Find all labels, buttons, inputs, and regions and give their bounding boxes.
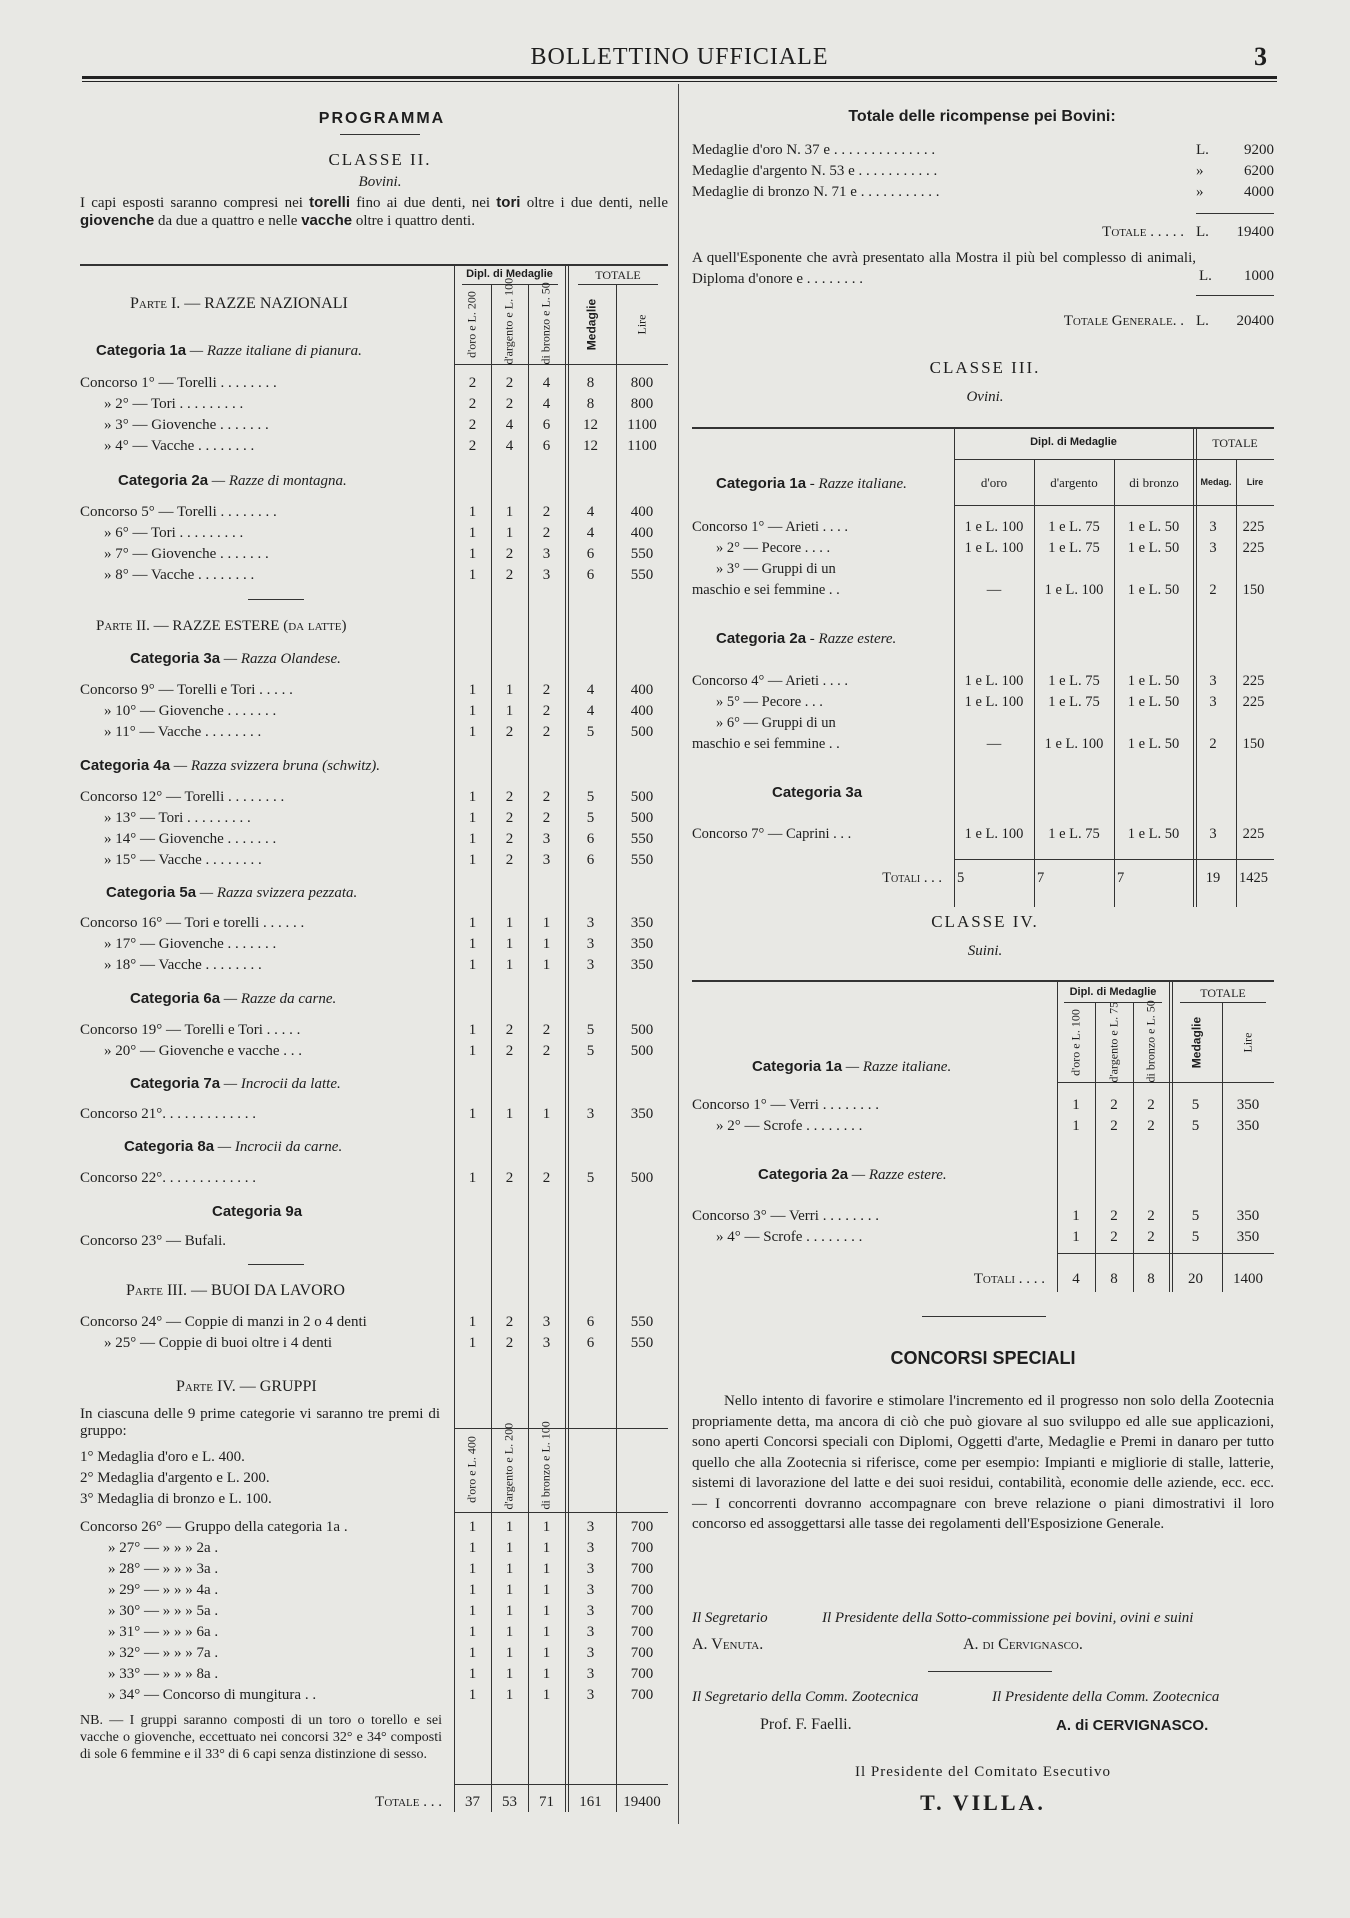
sig1-name-left: A. Venuta. bbox=[692, 1636, 764, 1653]
table-row: » 4° — Vacche . . . . . . . . 2 4 6 12 1100 bbox=[104, 438, 657, 454]
table-row: » 4° — Scrofe . . . . . . . . 1 2 2 5 350 bbox=[716, 1229, 1260, 1245]
table-row: » 2° — Pecore . . . . 1 e L. 100 1 e L. 75 1 e L. 50 3 225 bbox=[716, 540, 1265, 556]
col-line bbox=[1222, 1003, 1223, 1292]
bovini-table-top bbox=[80, 264, 668, 266]
programma-rule bbox=[340, 134, 420, 135]
table-row: Concorso 1° — Torelli . . . . . . . . 2 2 4 8 800 bbox=[80, 375, 654, 391]
group-col-argento: d'argento e L. 200 bbox=[501, 1422, 516, 1510]
sum-rule bbox=[1196, 213, 1274, 214]
suini-totali-rule bbox=[1057, 1253, 1274, 1254]
categoria-3: Categoria 3a — Razza Olandese. bbox=[130, 650, 341, 667]
col-lire: Lire bbox=[634, 314, 649, 335]
suini-categoria-1: Categoria 1a — Razze italiane. bbox=[752, 1058, 952, 1075]
totale-row bbox=[80, 1792, 668, 1813]
suini-totali bbox=[692, 1269, 1274, 1290]
ovini-totali-rule bbox=[954, 859, 1274, 860]
sig2-role-right: Il Presidente della Comm. Zootecnica bbox=[992, 1689, 1220, 1705]
rows-cat8 bbox=[80, 1168, 668, 1189]
categoria-9: Categoria 9a bbox=[212, 1203, 303, 1220]
table-row: » 31° — » » » 6a . 1 1 1 3 700 bbox=[108, 1624, 654, 1640]
categoria-6: Categoria 6a — Razze da carne. bbox=[130, 990, 337, 1007]
diploma-onore: A quell'Esponente che avrà presentato alla Mostra il più bel complesso di animali, Diploma d'onore e . . . . . . . . bbox=[692, 250, 1196, 287]
rows-cat9 bbox=[80, 1231, 668, 1252]
totale-rule bbox=[454, 1784, 668, 1785]
header-title: BOLLETTINO UFFICIALE bbox=[530, 44, 829, 70]
bovini-subtitle: Bovini. bbox=[358, 174, 402, 190]
sig1-role-right: Il Presidente della Sotto-commissione pei bovini, ovini e suini bbox=[822, 1610, 1194, 1626]
table-row: » 25° — Coppie di buoi oltre i 4 denti 1 2 3 6 550 bbox=[104, 1335, 654, 1351]
table-row: Concorso 26° — Gruppo della categoria 1a . 1 1 1 3 700 bbox=[80, 1519, 654, 1535]
sig2-name-right: A. di CERVIGNASCO. bbox=[1056, 1717, 1209, 1734]
table-row: Concorso 24° — Coppie di manzi in 2 o 4 denti 1 2 3 6 550 bbox=[80, 1314, 654, 1330]
ovini-header-bottom bbox=[954, 505, 1274, 506]
section-rule bbox=[928, 1671, 1052, 1672]
dipl-medaglie-head: Dipl. di Medaglie bbox=[466, 268, 553, 280]
categoria-8: Categoria 8a — Incrocii da carne. bbox=[124, 1138, 343, 1155]
table-row: Concorso 23° — Bufali. bbox=[80, 1233, 226, 1249]
suini-rows-cat1 bbox=[692, 1095, 1274, 1137]
rows-gruppi bbox=[80, 1517, 668, 1706]
premio-1: 1° Medaglia d'oro e L. 400. bbox=[80, 1449, 245, 1465]
sum-rule bbox=[1196, 295, 1274, 296]
ovini-rows-cat1 bbox=[692, 517, 1274, 601]
table-row: Totale . . . . . L. 19400 bbox=[1102, 224, 1274, 240]
nb-note: NB. — I gruppi saranno composti di un toro o torello e sei vacche o giovenche, eccettuato nei concorsi 32° e 34° composti di sole 6 femmine e il 33° di 6 capi senza distinzione di sesso. bbox=[80, 1713, 442, 1762]
table-row: » 15° — Vacche . . . . . . . . 1 2 3 6 550 bbox=[104, 852, 654, 868]
totale-ricompense bbox=[692, 222, 1274, 243]
diploma-amount: 1000 bbox=[1244, 268, 1274, 284]
table-row: » 10° — Giovenche . . . . . . . 1 1 2 4 400 bbox=[104, 703, 654, 719]
table-row: » 7° — Giovenche . . . . . . . 1 2 3 6 550 bbox=[104, 546, 654, 562]
suini-col-argento: d'argento e L. 75 bbox=[1106, 1001, 1121, 1083]
ovini-col-lire: Lire bbox=[1246, 477, 1264, 487]
section-rule bbox=[922, 1316, 1046, 1317]
table-row: » 33° — » » » 8a . 1 1 1 3 700 bbox=[108, 1666, 654, 1682]
suini-col-medaglie: Medaglie bbox=[1189, 1016, 1204, 1069]
ovini-table-top bbox=[692, 427, 1274, 429]
rows-cat1 bbox=[80, 373, 668, 457]
diploma-currency: L. bbox=[1199, 268, 1212, 284]
rows-buoi bbox=[80, 1312, 668, 1354]
table-row: Medaglie d'oro N. 37 e . . . . . . . . . . . . . . L. 9200 bbox=[692, 142, 1274, 158]
col-argento: d'argento e L. 100 bbox=[501, 277, 516, 365]
bovini-intro: I capi esposti saranno compresi nei torelli fino ai due denti, nei tori oltre i due denti, nelle giovenche da due a quattro e nelle vacche oltre i quattro denti. bbox=[80, 194, 668, 229]
ovini-col-medag: Medag. bbox=[1200, 477, 1232, 487]
table-row: maschio e sei femmine . . — 1 e L. 100 1 e L. 50 2 150 bbox=[692, 736, 1265, 752]
table-row: Concorso 4° — Arieti . . . . 1 e L. 100 1 e L. 75 1 e L. 50 3 225 bbox=[692, 673, 1265, 689]
ricompense-table bbox=[692, 140, 1274, 203]
classe-iv-title: CLASSE IV. bbox=[931, 912, 1039, 931]
ovini-categoria-2: Categoria 2a - Razze estere. bbox=[716, 630, 897, 647]
categoria-7: Categoria 7a — Incrocii da latte. bbox=[130, 1075, 341, 1092]
group-header-bottom bbox=[454, 1512, 668, 1513]
table-row: » 32° — » » » 7a . 1 1 1 3 700 bbox=[108, 1645, 654, 1661]
table-row: » 27° — » » » 2a . 1 1 1 3 700 bbox=[108, 1540, 654, 1556]
totale-generale bbox=[692, 311, 1274, 332]
table-row: Totale Generale. . L. 20400 bbox=[1063, 313, 1274, 329]
table-row: » 6° — Tori . . . . . . . . . 1 1 2 4 400 bbox=[104, 525, 654, 541]
section-rule bbox=[248, 1264, 304, 1265]
premio-2: 2° Medaglia d'argento e L. 200. bbox=[80, 1470, 270, 1486]
table-row: Concorso 22°. . . . . . . . . . . . . 1 2 2 5 500 bbox=[80, 1170, 654, 1186]
table-row: Concorso 3° — Verri . . . . . . . . 1 2 2 5 350 bbox=[692, 1208, 1260, 1224]
sig2-role-left: Il Segretario della Comm. Zootecnica bbox=[692, 1689, 919, 1705]
table-row: » 20° — Giovenche e vacche . . . 1 2 2 5 500 bbox=[104, 1043, 654, 1059]
ovini-totali bbox=[692, 868, 1274, 889]
ovini-rows-cat3 bbox=[692, 824, 1274, 845]
concorsi-speciali-title: CONCORSI SPECIALI bbox=[890, 1348, 1076, 1368]
table-row: » 8° — Vacche . . . . . . . . 1 2 3 6 550 bbox=[104, 567, 654, 583]
table-row: » 5° — Pecore . . . 1 e L. 100 1 e L. 75 1 e L. 50 3 225 bbox=[716, 694, 1265, 710]
col-bronzo: di bronzo e L. 50 bbox=[538, 282, 553, 365]
group-col-oro: d'oro e L. 400 bbox=[464, 1436, 479, 1503]
categoria-5: Categoria 5a — Razza svizzera pezzata. bbox=[106, 884, 358, 901]
rows-cat6 bbox=[80, 1020, 668, 1062]
header-rule bbox=[82, 76, 1277, 79]
table-row: Totale . . . 37 53 71 161 19400 bbox=[375, 1794, 661, 1810]
ovini-categoria-1: Categoria 1a - Razze italiane. bbox=[716, 475, 907, 492]
suini-col-oro: d'oro e L. 100 bbox=[1068, 1009, 1083, 1076]
table-row: Concorso 16° — Tori e torelli . . . . . . 1 1 1 3 350 bbox=[80, 915, 654, 931]
table-row: » 30° — » » » 5a . 1 1 1 3 700 bbox=[108, 1603, 654, 1619]
table-row: Medaglie di bronzo N. 71 e . . . . . . . . . . . » 4000 bbox=[692, 184, 1274, 200]
ovini-rows-cat2 bbox=[692, 671, 1274, 755]
programma-title: PROGRAMMA bbox=[318, 110, 446, 127]
categoria-1: Categoria 1a — Razze italiane di pianura. bbox=[96, 342, 362, 359]
table-row: Concorso 1° — Arieti . . . . 1 e L. 100 1 e L. 75 1 e L. 50 3 225 bbox=[692, 519, 1265, 535]
table-row: » 29° — » » » 4a . 1 1 1 3 700 bbox=[108, 1582, 654, 1598]
parte-3-title: Parte III. — BUOI DA LAVORO bbox=[126, 1282, 345, 1299]
table-row: » 11° — Vacche . . . . . . . . 1 2 2 5 500 bbox=[104, 724, 654, 740]
table-row: » 17° — Giovenche . . . . . . . 1 1 1 3 350 bbox=[104, 936, 654, 952]
suini-dipl-head: Dipl. di Medaglie bbox=[1069, 986, 1157, 998]
table-row: Totali . . . . 4 8 8 20 1400 bbox=[973, 1271, 1263, 1287]
suini-col-bronzo: di bronzo e L. 50 bbox=[1143, 1000, 1158, 1083]
table-row: » 34° — Concorso di mungitura . . 1 1 1 3 700 bbox=[108, 1687, 654, 1703]
ovini-col-argento: d'argento bbox=[1050, 475, 1098, 490]
table-row: Medaglie d'argento N. 53 e . . . . . . . . . . . » 6200 bbox=[692, 163, 1274, 179]
table-row: Totali . . . 5 7 7 19 1425 bbox=[882, 870, 1268, 886]
suini-totale-head: TOTALE bbox=[1200, 986, 1246, 1000]
categoria-4: Categoria 4a — Razza svizzera bruna (schwitz). bbox=[80, 757, 381, 774]
ovini-totale-head: TOTALE bbox=[1212, 436, 1258, 450]
column-divider bbox=[678, 84, 679, 1824]
categoria-2: Categoria 2a — Razze di montagna. bbox=[118, 472, 347, 489]
parte-4-title: Parte IV. — GRUPPI bbox=[176, 1378, 317, 1395]
rows-cat3 bbox=[80, 680, 668, 743]
group-col-bronzo: di bronzo e L. 100 bbox=[538, 1421, 553, 1510]
premio-3: 3° Medaglia di bronzo e L. 100. bbox=[80, 1491, 272, 1507]
table-row: » 2° — Tori . . . . . . . . . 2 2 4 8 800 bbox=[104, 396, 654, 412]
rows-cat7 bbox=[80, 1104, 668, 1125]
table-row: Concorso 7° — Caprini . . . 1 e L. 100 1 e L. 75 1 e L. 50 3 225 bbox=[692, 826, 1265, 842]
ovini-col-oro: d'oro bbox=[980, 475, 1008, 490]
table-row: » 6° — Gruppi di un bbox=[716, 715, 836, 731]
table-row: » 28° — » » » 3a . 1 1 1 3 700 bbox=[108, 1561, 654, 1577]
ovini-categoria-3: Categoria 3a bbox=[772, 784, 863, 801]
suini-categoria-2: Categoria 2a — Razze estere. bbox=[758, 1166, 947, 1183]
parte-2-title: Parte II. — RAZZE ESTERE (da latte) bbox=[96, 618, 347, 634]
sig1-name-right: A. di Cervignasco. bbox=[963, 1636, 1083, 1653]
ricompense-title: Totale delle ricompense pei Bovini: bbox=[848, 108, 1116, 125]
parte-1-title: Parte I. — RAZZE NAZIONALI bbox=[130, 295, 348, 312]
ovini-subtitle: Ovini. bbox=[966, 389, 1004, 405]
page-number: 3 bbox=[1254, 42, 1267, 71]
suini-col-lire: Lire bbox=[1240, 1032, 1255, 1053]
sig2-name-left: Prof. F. Faelli. bbox=[760, 1716, 852, 1733]
rows-cat2 bbox=[80, 502, 668, 586]
col-medaglie: Medaglie bbox=[584, 298, 599, 351]
gruppi-intro: In ciascuna delle 9 prime categorie vi saranno tre premi di gruppo: bbox=[80, 1406, 440, 1439]
table-row: » 14° — Giovenche . . . . . . . 1 2 3 6 550 bbox=[104, 831, 654, 847]
classe-iii-title: CLASSE III. bbox=[929, 358, 1041, 377]
group-header-top bbox=[454, 1428, 668, 1429]
table-row: Concorso 12° — Torelli . . . . . . . . 1 2 2 5 500 bbox=[80, 789, 654, 805]
table-row: » 2° — Scrofe . . . . . . . . 1 2 2 5 350 bbox=[716, 1118, 1260, 1134]
table-row: Concorso 5° — Torelli . . . . . . . . 1 1 2 4 400 bbox=[80, 504, 654, 520]
sig1-role-left: Il Segretario bbox=[692, 1610, 768, 1626]
section-rule bbox=[248, 599, 304, 600]
table-row: Concorso 1° — Verri . . . . . . . . 1 2 2 5 350 bbox=[692, 1097, 1260, 1113]
table-row: » 18° — Vacche . . . . . . . . 1 1 1 3 350 bbox=[104, 957, 654, 973]
col-line bbox=[1133, 1003, 1134, 1292]
suini-subtitle: Suini. bbox=[967, 943, 1003, 959]
table-row: Concorso 21°. . . . . . . . . . . . . 1 1 1 3 350 bbox=[80, 1106, 654, 1122]
table-row: » 3° — Giovenche . . . . . . . 2 4 6 12 1100 bbox=[104, 417, 657, 433]
col-oro: d'oro e L. 200 bbox=[464, 291, 479, 358]
ovini-col-bronzo: di bronzo bbox=[1129, 475, 1179, 490]
totale-head: TOTALE bbox=[595, 268, 641, 282]
table-row: maschio e sei femmine . . — 1 e L. 100 1 e L. 50 2 150 bbox=[692, 582, 1265, 598]
suini-rows-cat2 bbox=[692, 1206, 1274, 1248]
table-row: » 13° — Tori . . . . . . . . . 1 2 2 5 500 bbox=[104, 810, 654, 826]
table-row: » 3° — Gruppi di un bbox=[716, 561, 836, 577]
presidente-comitato: Il Presidente del Comitato Esecutivo bbox=[855, 1764, 1111, 1780]
rows-cat4 bbox=[80, 787, 668, 871]
table-row: Concorso 19° — Torelli e Tori . . . . . 1 2 2 5 500 bbox=[80, 1022, 654, 1038]
ovini-subhead-top bbox=[954, 459, 1274, 460]
suini-table-top bbox=[692, 980, 1274, 982]
classe-ii-title: CLASSE II. bbox=[328, 150, 432, 169]
header-rule-thin bbox=[82, 81, 1277, 82]
signature-villa: T. VILLA. bbox=[920, 1790, 1046, 1815]
col-line bbox=[1095, 1003, 1096, 1292]
concorsi-speciali-text: Nello intento di favorire e stimolare l'incremento ed il progresso non solo della Zootecnia propriamente detta, ma ancora di ciò che può giovare al suo sviluppo ed alle sue applicazioni, sono aperti Concorsi speciali con Diplomi, Oggetti d'arte, Medaglie e Premi in danaro per tutto quello che alla Zootecnia si riferisce, come per esempio: Impianti e migliorie di stalle, latterie, sistemi di lavorazione del latte e dei suoi residui, contabilità, economie delle aziende, ecc. ecc. — I concorrenti dovranno accompagnare con breve relazione o piani dimostrativi il loro concorso ed assoggettarsi alle tasse dei regolamenti dell'Esposizione Generale. bbox=[692, 1393, 1274, 1532]
table-row: Concorso 9° — Torelli e Tori . . . . . 1 1 2 4 400 bbox=[80, 682, 654, 698]
page-header bbox=[82, 40, 1277, 72]
ovini-dipl-head: Dipl. di Medaglie bbox=[1030, 436, 1117, 448]
rows-cat5 bbox=[80, 913, 668, 976]
